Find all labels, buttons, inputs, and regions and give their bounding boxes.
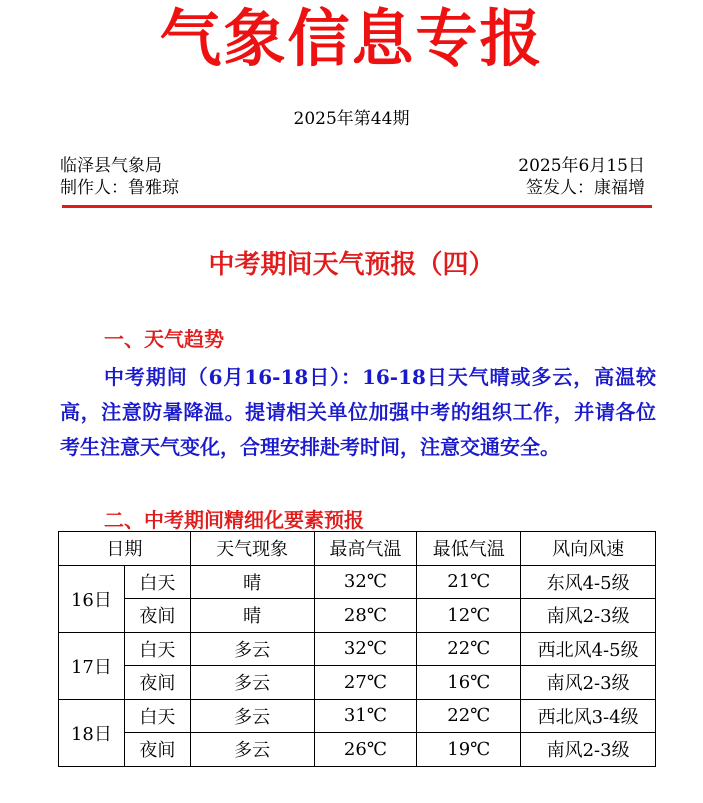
issue-date: 2025年6月15日 <box>518 156 645 176</box>
low-temp-cell: 22℃ <box>417 632 521 666</box>
high-temp-cell: 28℃ <box>314 599 417 633</box>
header-weather: 天气现象 <box>190 532 314 566</box>
period-cell: 白天 <box>124 699 190 733</box>
wind-cell: 东风4-5级 <box>521 565 656 599</box>
low-temp-cell: 16℃ <box>417 666 521 700</box>
high-temp-cell: 26℃ <box>314 733 417 767</box>
header-wind: 风向风速 <box>521 532 656 566</box>
table-row <box>59 699 656 733</box>
low-temp-cell: 12℃ <box>417 599 521 633</box>
document-title: 中考期间天气预报（四） <box>208 250 495 280</box>
forecast-table <box>58 531 656 767</box>
header-high-temp: 最高气温 <box>314 532 417 566</box>
weather-cell: 多云 <box>190 733 314 767</box>
signer-line: 签发人：康福增 <box>526 178 645 198</box>
trend-paragraph: 中考期间（6月16-18日）：16-18日天气晴或多云，高温较高，注意防暑降温。提请相关单位加强中考的组织工作，并请各位考生注意天气变化，合理安排赴考时间，注意交通安全。 <box>60 365 656 459</box>
section-heading-forecast: 二、中考期间精细化要素预报 <box>104 508 364 532</box>
date-block <box>518 155 645 199</box>
wind-cell: 南风2-3级 <box>521 599 656 633</box>
issuer-block <box>60 155 179 199</box>
low-temp-cell: 22℃ <box>417 699 521 733</box>
low-temp-cell: 21℃ <box>417 565 521 599</box>
high-temp-cell: 27℃ <box>314 666 417 700</box>
period-cell: 夜间 <box>124 599 190 633</box>
date-cell: 17日 <box>59 632 125 699</box>
date-cell: 16日 <box>59 565 125 632</box>
table-row <box>59 632 656 666</box>
table-row <box>59 599 656 633</box>
weather-cell: 多云 <box>190 699 314 733</box>
header-divider <box>62 205 652 208</box>
masthead-title: 气象信息专报 <box>159 2 544 75</box>
period-cell: 夜间 <box>124 733 190 767</box>
period-cell: 白天 <box>124 565 190 599</box>
high-temp-cell: 32℃ <box>314 565 417 599</box>
weather-cell: 晴 <box>190 565 314 599</box>
header-low-temp: 最低气温 <box>417 532 521 566</box>
low-temp-cell: 19℃ <box>417 733 521 767</box>
weather-cell: 多云 <box>190 632 314 666</box>
wind-cell: 西北风3-4级 <box>521 699 656 733</box>
table-row <box>59 565 656 599</box>
table-row <box>59 666 656 700</box>
weather-cell: 多云 <box>190 666 314 700</box>
wind-cell: 南风2-3级 <box>521 733 656 767</box>
author-line: 制作人：鲁雅琼 <box>60 178 179 198</box>
wind-cell: 南风2-3级 <box>521 666 656 700</box>
period-cell: 夜间 <box>124 666 190 700</box>
wind-cell: 西北风4-5级 <box>521 632 656 666</box>
weather-cell: 晴 <box>190 599 314 633</box>
table-row <box>59 733 656 767</box>
section-heading-trend: 一、天气趋势 <box>104 327 224 351</box>
date-cell: 18日 <box>59 699 125 766</box>
table-header-row <box>59 532 656 566</box>
issue-number: 2025年第44期 <box>293 109 410 129</box>
agency-name: 临泽县气象局 <box>60 156 162 176</box>
period-cell: 白天 <box>124 632 190 666</box>
header-date: 日期 <box>59 532 191 566</box>
high-temp-cell: 32℃ <box>314 632 417 666</box>
high-temp-cell: 31℃ <box>314 699 417 733</box>
